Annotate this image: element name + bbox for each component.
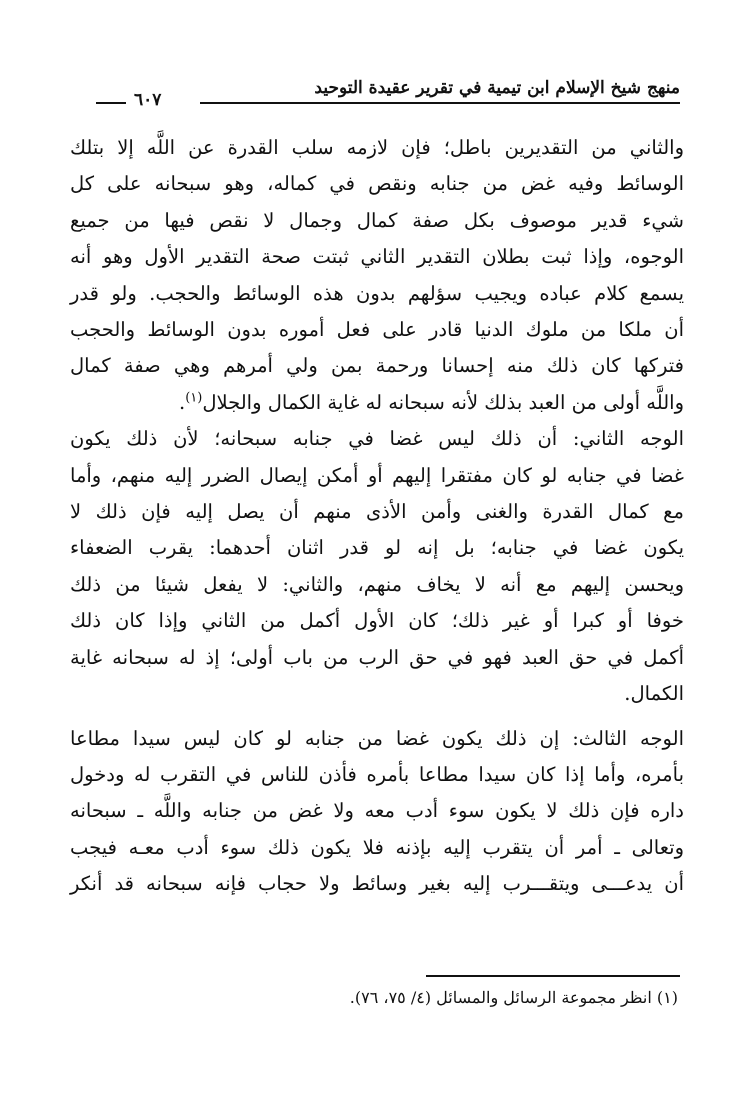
text-line: فتركها كان ذلك منه إحسانا ورحمة بمن ولي أمرهم وهي صفة كمال [70,354,684,378]
text-line: يسمع كلام عباده ويجيب سؤلهم بدون هذه الوسائط والحجب. ولو قدر [70,281,684,305]
running-title: منهج شيخ الإسلام ابن تيمية في تقرير عقيدة التوحيد [314,78,680,98]
text-line: يكون غضا في جنابه؛ بل إنه لو قدر اثنان أحدهما: يقرب الضعفاء [70,536,684,560]
text-line: بأمره، وأما إذا كان سيدا مطاعا بأمره فأذن للناس في التقرب له ودخول [70,762,684,786]
header-rule-left [96,102,126,104]
page-header [96,78,680,110]
text-line: ويحسن إليهم مع أنه لا يخاف منهم، والثاني: لا يفعل شيئا من ذلك [70,572,684,596]
text-line: الوجه الثاني: أن ذلك ليس غضا في جنابه سبحانه؛ لأن ذلك يكون [70,427,684,451]
footnote: (١) انظر مجموعة الرسائل والمسائل (٤/ ٧٥، ٧٦). [349,988,678,1007]
footnote-separator [426,975,680,977]
text-line: الوجه الثالث: إن ذلك يكون غضا من جنابه لو كان ليس سيدا مطاعا [70,726,684,750]
text-line: مع كمال القدرة والغنى وأمن الأذى منهم أن يصل إليه فإن ذلك لا [70,500,684,524]
text-line-content: واللَّه أولى من العبد بذلك لأنه سبحانه له غاية الكمال والجلال [202,390,684,414]
text-line: شيء قدير موصوف بكل صفة كمال وجمال لا نقص فيها من جميع [70,208,684,232]
paragraph-1 [70,130,684,421]
text-line: الوجوه، وإذا ثبت بطلان التقدير الثاني ثبتت صحة التقدير الأول وهو أنه [70,245,684,269]
text-line: أن يدعـــى ويتقـــرب إليه بغير وسائط ولا حجاب فإنه سبحانه قد أنكر [70,872,684,896]
header-rule [200,102,680,104]
text-line: داره فإن ذلك لا يكون سوء أدب معه ولا غض من جنابه واللَّه ـ سبحانه [70,799,684,823]
body-text [70,130,684,903]
text-line: أكمل في حق العبد فهو في حق الرب من باب أولى؛ إذ له سبحانه غاية [70,645,684,669]
sentence-end: . [179,390,186,414]
text-line: خوفا أو كبرا أو غير ذلك؛ كان الأول أكمل من الثاني وإذا كان ذلك [70,609,684,633]
text-line: غضا في جنابه لو كان مفتقرا إليهم أو أمكن إيصال الضرر إليه منهم، وأما [70,463,684,487]
paragraph-3 [70,721,684,903]
text-line: الوسائط وفيه غض من جنابه ونقص في كماله، وهو سبحانه على كل [70,172,684,196]
page-number: ٦٠٧ [134,90,162,110]
text-line: وتعالى ـ أمر أن يتقرب إليه بإذنه فلا يكون ذلك سوء أدب معـه فيجب [70,835,684,859]
text-line-last [70,385,684,421]
text-line: أن ملكا من ملوك الدنيا قادر على فعل أموره بدون الوسائط والحجب [70,318,684,342]
footnote-reference[interactable]: (١) [185,390,203,406]
text-line: والثاني من التقديرين باطل؛ فإن لازمه سلب القدرة عن اللَّه إلا بتلك [70,136,684,159]
text-line-last: الكمال. [624,682,684,706]
paragraph-2 [70,421,684,712]
